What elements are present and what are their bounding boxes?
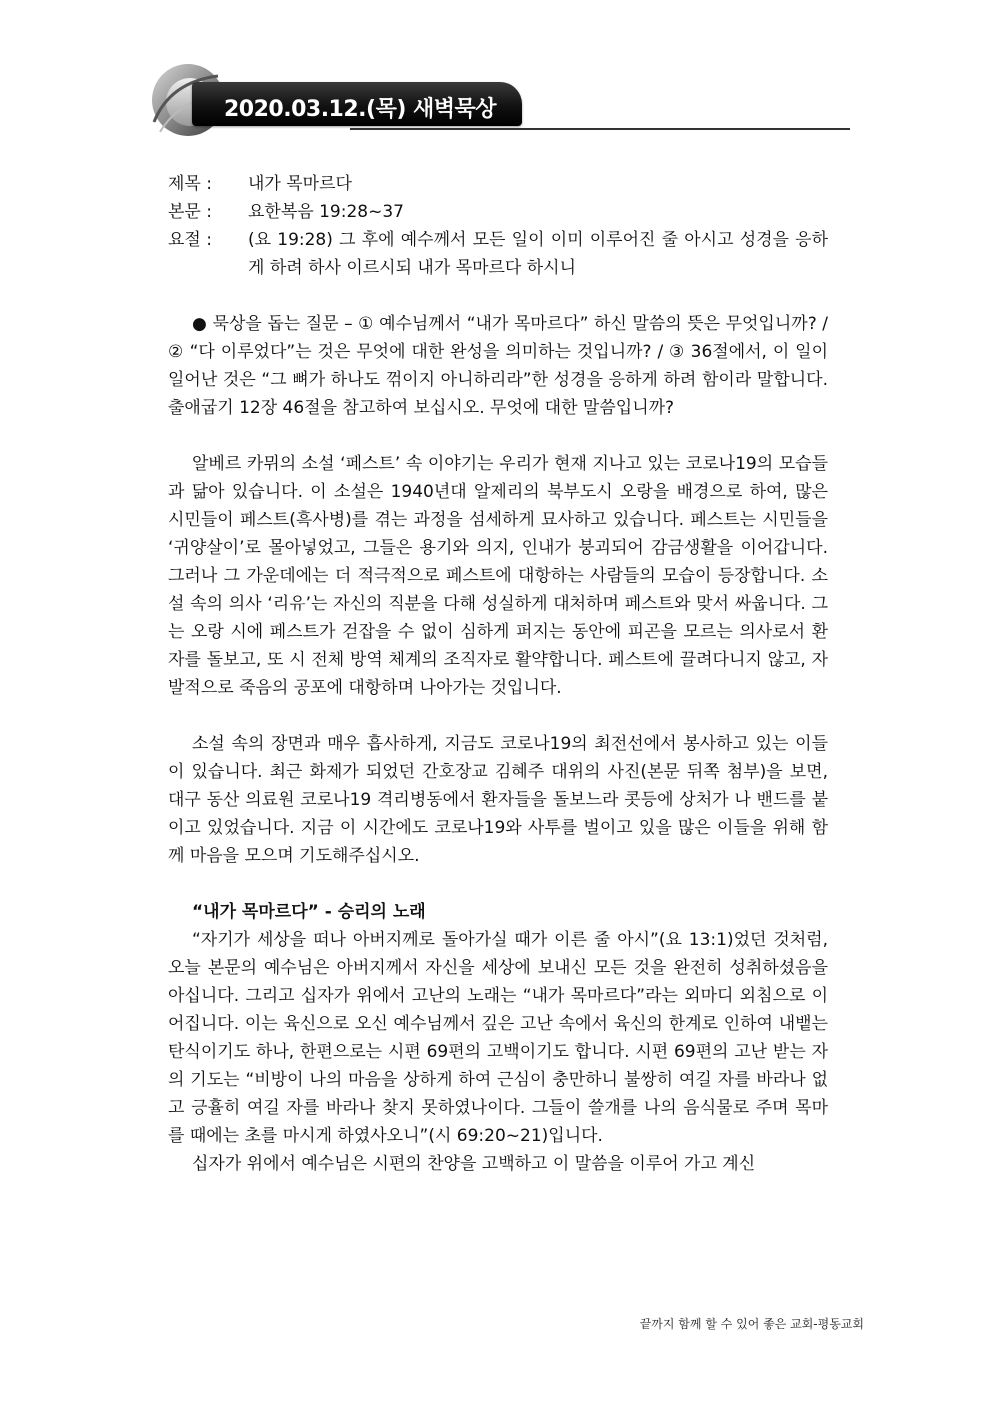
meta-passage-value: 요한복음 19:28~37: [248, 202, 404, 222]
page-title: 2020.03.12.(목) 새벽묵상: [224, 97, 497, 122]
meta-verse-value: (요 19:28) 그 후에 예수께서 모든 일이 이미 이루어진 줄 아시고 성경을 응하게 하려 하사 이르시되 내가 목마르다 하시니: [248, 230, 828, 278]
meta-verse-row: [168, 226, 828, 282]
meta-title-label: 제목 :: [168, 174, 212, 194]
page-header: [140, 62, 852, 142]
meta-title-value: 내가 목마르다: [248, 174, 352, 194]
section-paragraph: 십자가 위에서 예수님은 시편의 찬양을 고백하고 이 말씀을 이루어 가고 계신: [192, 1154, 756, 1174]
meta-passage-label: 본문 :: [168, 202, 212, 222]
document-body: [168, 170, 828, 1178]
meta-verse-label: 요절 :: [168, 230, 212, 250]
header-rule: [350, 128, 850, 130]
section-paragraph: “자기가 세상을 떠나 아버지께로 돌아가실 때가 이른 줄 아시”(요 13:1)었던 것처럼, 오늘 본문의 예수님은 아버지께서 자신을 세상에 보내신 모든 것을 완전히 성취하셨음을 아십니다. 그리고 십자가 위에서 고난의 노래는 “내가 목마르다”라는 외마디 외침으로 이어집니다. 이는 육신으로 오신 예수님께서 깊은 고난 속에서 육신의 한계로 인하여 내뱉는 탄식이기도 하나, 한편으로는 시편 69편의 고백이기도 합니다. 시편 69편의 고난 받는 자의 기도는 “비방이 나의 마음을 상하게 하여 근심이 충만하니 불쌍히 여길 자를 바라나 없고 긍휼히 여길 자를 바라나 찾지 못하였나이다. 그들이 쓸개를 나의 음식물로 주며 목마를 때에는 초를 마시게 하였사오니”(시 69:20~21)입니다.: [168, 930, 828, 1146]
meditation-questions: ● 묵상을 돕는 질문 – ① 예수님께서 “내가 목마르다” 하신 말씀의 뜻은 무엇입니까? / ② “다 이루었다”는 것은 무엇에 대한 완성을 의미하는 것입니까? / ③ 36절에서, 이 일이 일어난 것은 “그 뼈가 하나도 꺾이지 아니하리라”한 성경을 응하게 하려 함이라 말합니다. 출애굽기 12장 46절을 참고하여 보십시오. 무엇에 대한 말씀입니까?: [168, 314, 828, 418]
body-paragraph: 소설 속의 장면과 매우 흡사하게, 지금도 코로나19의 최전선에서 봉사하고 있는 이들이 있습니다. 최근 화제가 되었던 간호장교 김혜주 대위의 사진(본문 뒤쪽 첨부)을 보면, 대구 동산 의료원 코로나19 격리병동에서 환자들을 돌보느라 콧등에 상처가 나 밴드를 붙이고 있었습니다. 지금 이 시간에도 코로나19와 사투를 벌이고 있을 많은 이들을 위해 함께 마음을 모으며 기도해주십시오.: [168, 734, 828, 866]
meta-title-row: [168, 170, 828, 198]
section-heading: “내가 목마르다” - 승리의 노래: [192, 902, 426, 922]
body-paragraph: 알베르 카뮈의 소설 ‘페스트’ 속 이야기는 우리가 현재 지나고 있는 코로나19의 모습들과 닮아 있습니다. 이 소설은 1940년대 알제리의 북부도시 오랑을 배경으로 하여, 많은 시민들이 페스트(흑사병)를 겪는 과정을 섬세하게 묘사하고 있습니다. 페스트는 시민들을 ‘귀양살이’로 몰아넣었고, 그들은 용기와 의지, 인내가 붕괴되어 감금생활을 이어갑니다. 그러나 그 가운데에는 더 적극적으로 페스트에 대항하는 사람들의 모습이 등장합니다. 소설 속의 의사 ‘리유’는 자신의 직분을 다해 성실하게 대처하며 페스트와 맞서 싸웁니다. 그는 오랑 시에 페스트가 걷잡을 수 없이 심하게 퍼지는 동안에 피곤을 모르는 의사로서 환자를 돌보고, 또 시 전체 방역 체계의 조직자로 활약합니다. 페스트에 끌려다니지 않고, 자발적으로 죽음의 공포에 대항하며 나아가는 것입니다.: [168, 454, 828, 698]
meta-passage-row: [168, 198, 828, 226]
page-footer: 끝까지 함께 할 수 있어 좋은 교회-평동교회: [639, 1317, 864, 1331]
